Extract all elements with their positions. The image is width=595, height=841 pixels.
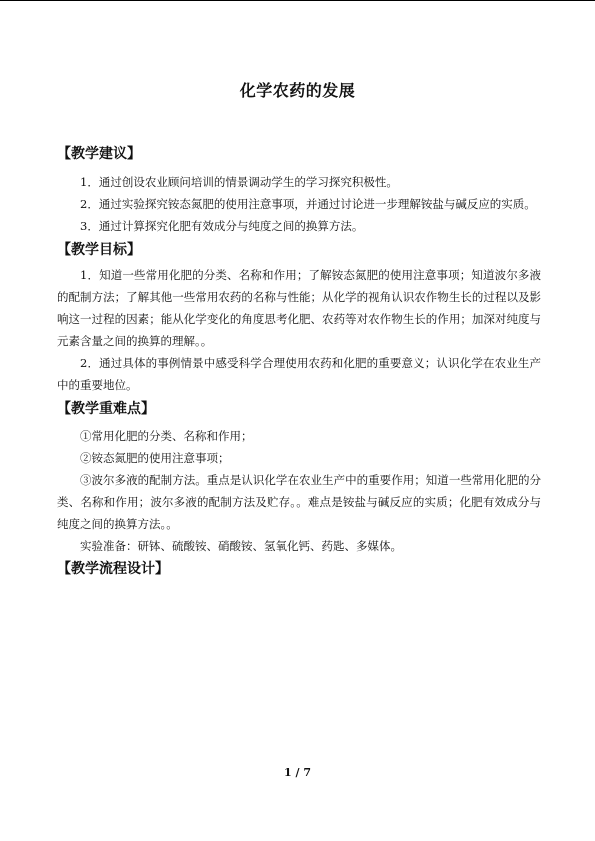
document-body: [57, 143, 541, 580]
top-border-line: [0, 0, 595, 1]
section-key-difficulties: [57, 398, 541, 557]
section-heading-key-difficulties: 【教学重难点】: [57, 401, 155, 417]
paragraph: ③波尔多液的配制方法。重点是认识化学在农业生产中的重要作用；知道一些常用化肥的分类、名称和作用；波尔多液的配制方法及贮存。。难点是铵盐与碱反应的实质；化肥有效成分与纯度之间的换算方法。。: [57, 473, 541, 531]
section-heading-objectives: 【教学目标】: [57, 242, 141, 258]
section-teaching-objectives: [57, 239, 541, 396]
paragraph: 1．通过创设农业顾问培训的情景调动学生的学习探究积极性。: [80, 175, 398, 189]
paragraph: ②铵态氮肥的使用注意事项；: [80, 451, 230, 465]
paragraph: 3．通过计算探究化肥有效成分与纯度之间的换算方法。: [80, 219, 364, 233]
page-number: 1 / 7: [284, 766, 311, 779]
paragraph: ①常用化肥的分类、名称和作用；: [80, 429, 253, 443]
section-teaching-suggestions: [57, 143, 541, 237]
paragraph: 2．通过具体的事例情景中感受科学合理使用农药和化肥的重要意义；认识化学在农业生产中的重要地位。: [57, 356, 541, 392]
page-title: 化学农药的发展: [239, 81, 356, 100]
paragraph: 1．知道一些常用化肥的分类、名称和作用；了解铵态氮肥的使用注意事项；知道波尔多液的配制方法；了解其他一些常用农药的名称与性能；从化学的视角认识农作物生长的过程以及影响这一过程的因素；能从化学变化的角度思考化肥、农药等对农作物生长的作用；加深对纯度与元素含量之间的换算的理解。。: [57, 268, 541, 348]
section-heading-teaching-flow: 【教学流程设计】: [57, 561, 169, 577]
paragraph: 实验准备：研钵、硫酸铵、硝酸铵、氢氧化钙、药匙、多媒体。: [80, 539, 402, 553]
paragraph: 2．通过实验探究铵态氮肥的使用注意事项，并通过讨论进一步理解铵盐与碱反应的实质。: [80, 197, 536, 211]
section-heading-suggestions: 【教学建议】: [57, 146, 141, 162]
section-teaching-flow: [57, 558, 541, 580]
